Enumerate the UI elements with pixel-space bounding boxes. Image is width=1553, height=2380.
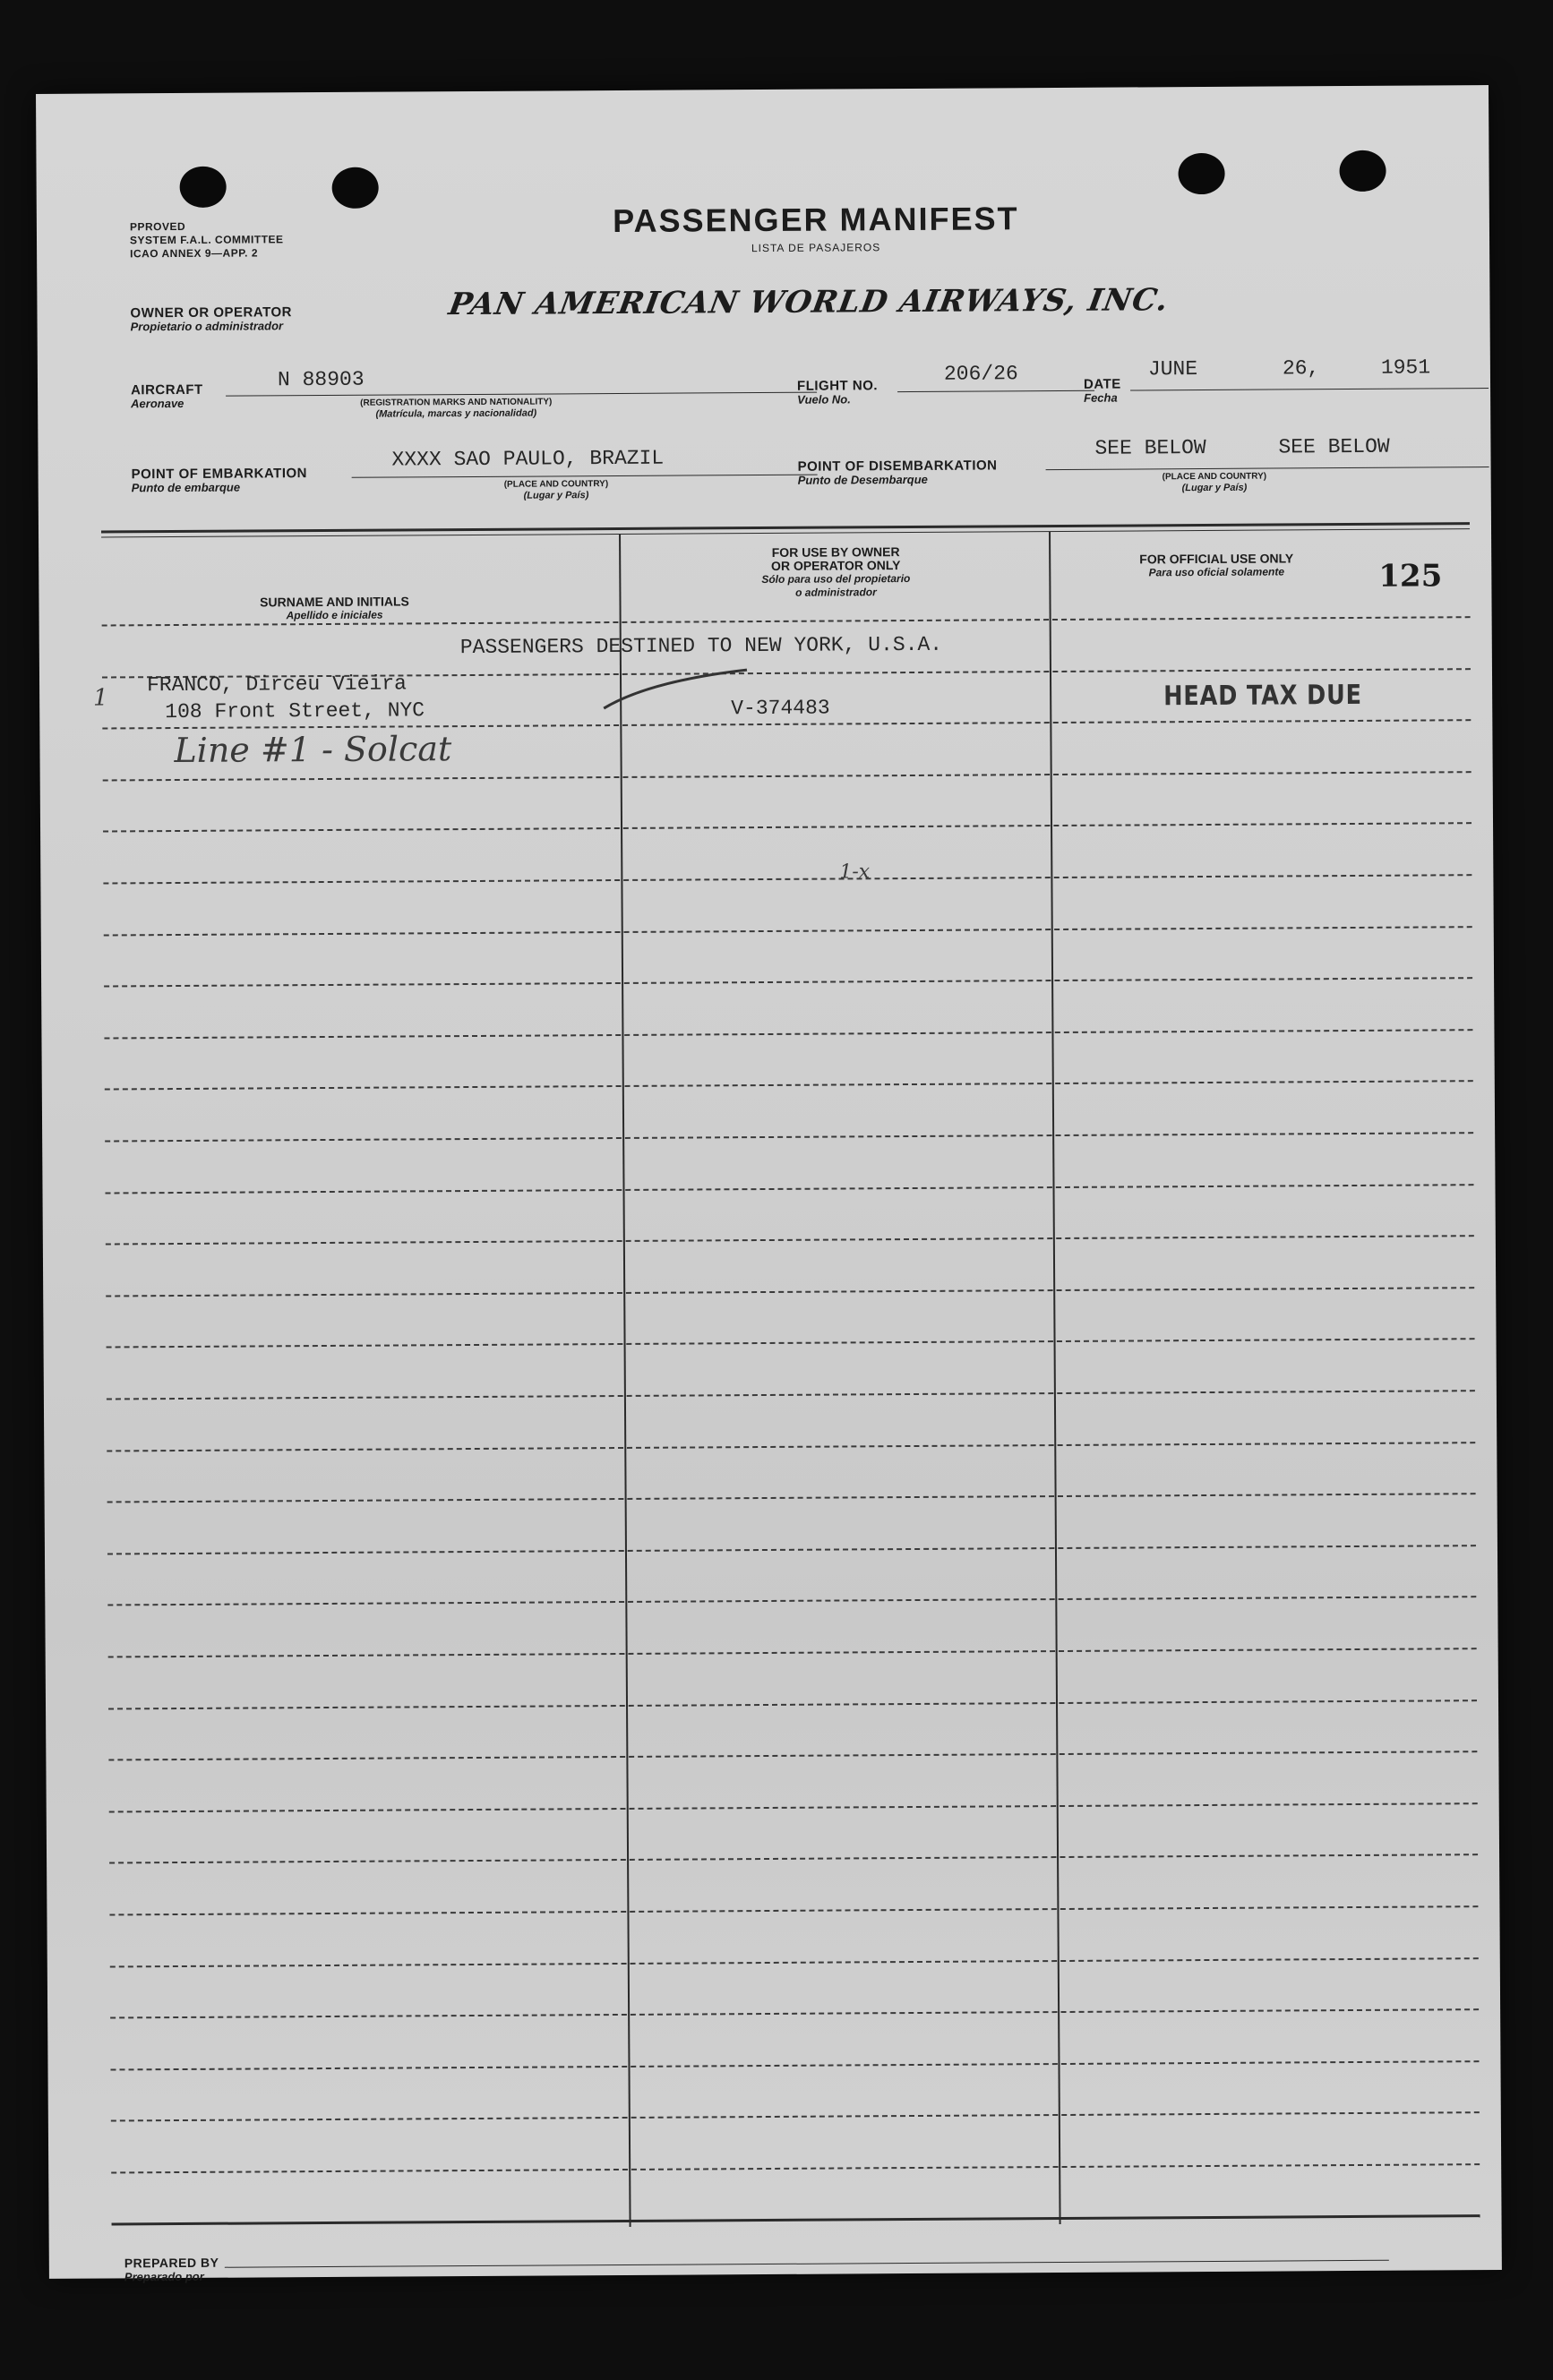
table-row xyxy=(106,1184,1474,1194)
column-divider xyxy=(1049,532,1061,2224)
owner-label: OWNER OR OPERATOR Propietario o administrador xyxy=(130,304,293,334)
table-row xyxy=(109,1905,1478,1915)
table-row xyxy=(105,1132,1473,1142)
table-row xyxy=(109,1802,1478,1812)
disembark-label: POINT OF DISEMBARKATION Punto de Desembarque xyxy=(797,458,998,487)
table-row xyxy=(107,1545,1476,1554)
table-row xyxy=(104,1029,1472,1039)
aircraft-line xyxy=(226,392,817,397)
aircraft-caption: (REGISTRATION MARKS AND NATIONALITY) (Matrícula, marcas y nacionalidad) xyxy=(360,397,553,420)
line-marker: 1 xyxy=(93,684,108,712)
passenger-address: 108 Front Street, NYC xyxy=(165,698,425,724)
table-row xyxy=(107,1338,1475,1348)
punch-hole xyxy=(332,167,379,209)
table-bottom-rule xyxy=(112,2214,1480,2225)
page-number: 125 xyxy=(1378,558,1443,595)
table-row xyxy=(104,926,1472,936)
table-row xyxy=(107,1390,1475,1400)
prepared-by-label: PREPARED BY Preparado por xyxy=(124,2255,219,2284)
flight-label: FLIGHT NO. Vuelo No. xyxy=(796,378,879,407)
punch-hole xyxy=(1178,153,1224,194)
approval-line: PPROVED xyxy=(129,219,186,234)
table-row xyxy=(108,1648,1477,1657)
flight-line xyxy=(897,390,1094,392)
handwritten-note: Line #1 - Solcat xyxy=(174,729,452,771)
table-row xyxy=(108,1699,1477,1709)
table-row xyxy=(106,1287,1474,1297)
table-row xyxy=(107,1442,1475,1451)
approval-line: SYSTEM F.A.L. COMMITTEE xyxy=(129,233,284,247)
table-row xyxy=(108,1751,1477,1760)
flight-value: 206/26 xyxy=(943,362,1018,386)
table-row xyxy=(106,1235,1474,1245)
passport-number: V-374483 xyxy=(731,696,830,721)
table-row xyxy=(110,1957,1479,1967)
table-row xyxy=(111,2163,1480,2173)
disembark-line xyxy=(1046,467,1489,470)
table-row xyxy=(111,2111,1480,2121)
table-row xyxy=(110,2060,1479,2070)
manifest-sheet xyxy=(36,85,1502,2284)
table-row xyxy=(103,771,1471,781)
approval-block xyxy=(130,219,284,261)
table-row xyxy=(103,874,1471,884)
embark-value: XXXX SAO PAULO, BRAZIL xyxy=(391,446,665,472)
punch-hole xyxy=(180,167,227,208)
manifest-rows xyxy=(36,85,1489,94)
table-top-rule xyxy=(101,522,1470,533)
date-year: 1951 xyxy=(1380,355,1431,380)
embark-caption: (PLACE AND COUNTRY) (Lugar y País) xyxy=(503,479,609,501)
aircraft-label: AIRCRAFT Aeronave xyxy=(130,381,203,411)
handwritten-mark: 1-x xyxy=(839,860,871,884)
col-header-owner-use: FOR USE BY OWNER OR OPERATOR ONLY Sólo para uso del propietario o administrador xyxy=(761,544,911,599)
embark-line xyxy=(352,475,818,478)
col-header-official: FOR OFFICIAL USE ONLY Para uso oficial solamente xyxy=(1139,551,1294,579)
form-title: PASSENGER MANIFEST xyxy=(613,200,1019,240)
table-row xyxy=(107,1596,1476,1605)
table-row xyxy=(104,977,1472,987)
pen-stroke xyxy=(595,663,774,717)
owner-value: PAN AMERICAN WORLD AIRWAYS, INC. xyxy=(446,282,1172,323)
disembark-value-2: SEE BELOW xyxy=(1278,434,1390,459)
embark-label: POINT OF EMBARKATION Punto de embarque xyxy=(131,466,308,495)
date-line xyxy=(1130,388,1489,390)
table-row xyxy=(110,2008,1479,2018)
table-row xyxy=(103,822,1471,832)
date-month: JUNE xyxy=(1147,357,1198,381)
head-tax-stamp: HEAD TAX DUE xyxy=(1163,679,1362,713)
punch-hole xyxy=(1339,150,1386,192)
table-row xyxy=(105,1080,1473,1090)
passenger-name: FRANCO, Dirceu Vieira xyxy=(146,672,407,698)
prepared-by-line xyxy=(225,2260,1389,2268)
destination-heading: PASSENGERS DESTINED TO NEW YORK, U.S.A. xyxy=(459,632,943,660)
table-row xyxy=(109,1853,1478,1863)
col-header-surname: SURNAME AND INITIALS Apellido e iniciales xyxy=(260,594,409,622)
aircraft-value: N 88903 xyxy=(277,367,365,392)
date-day: 26, xyxy=(1282,356,1320,381)
table-row xyxy=(107,1493,1476,1502)
disembark-caption: (PLACE AND COUNTRY) (Lugar y País) xyxy=(1162,471,1267,494)
approval-line: ICAO ANNEX 9—APP. 2 xyxy=(130,246,259,261)
form-subtitle: LISTA DE PASAJEROS xyxy=(751,241,881,255)
disembark-value-1: SEE BELOW xyxy=(1094,435,1206,460)
date-label: DATE Fecha xyxy=(1083,376,1121,405)
column-divider xyxy=(619,535,631,2227)
